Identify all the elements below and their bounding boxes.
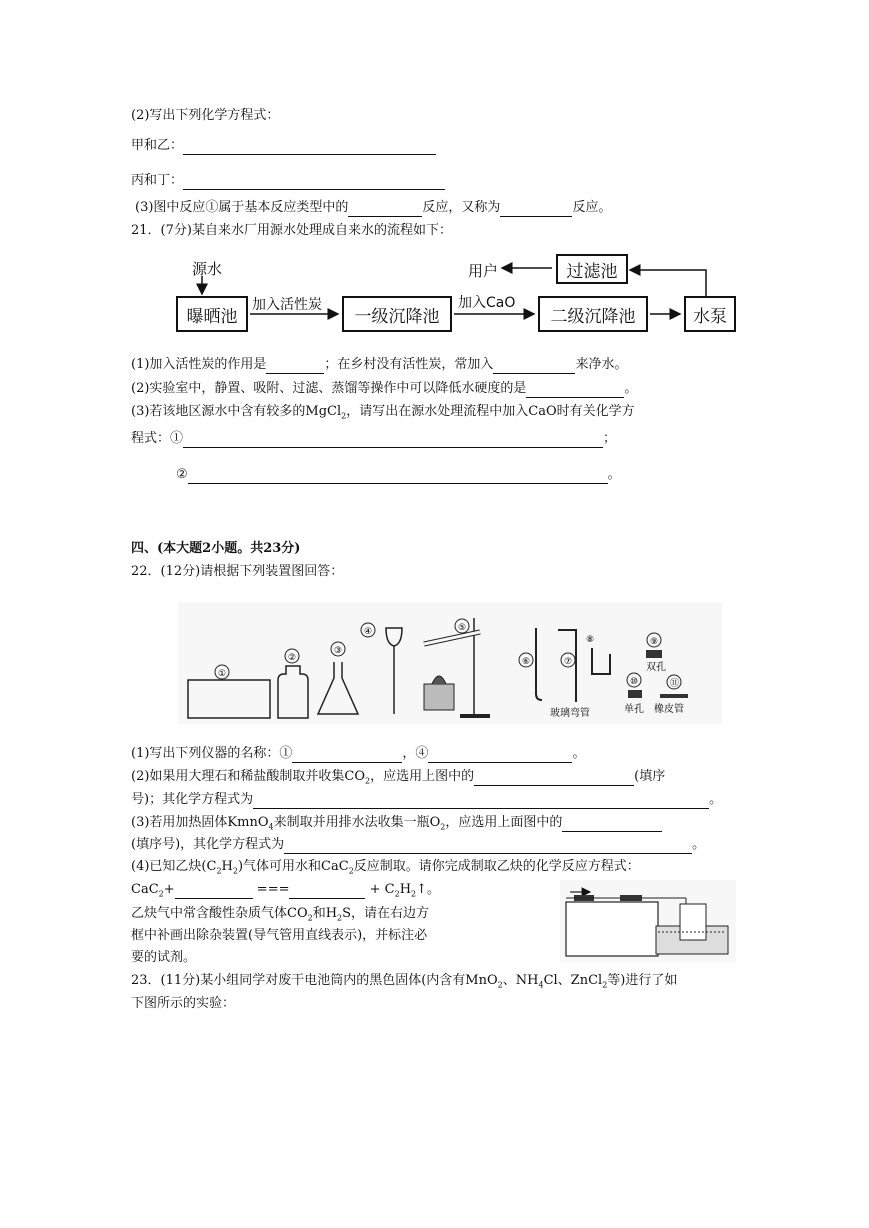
answer-blank[interactable] — [266, 359, 324, 374]
answer-blank[interactable] — [183, 175, 445, 190]
double-hole-label: 双孔 — [646, 662, 666, 673]
q21-p3: (3)若该地区源水中含有较多的MgCl$_2$，请写出在源水处理流程中加入CaO时有关化学方 — [131, 404, 635, 421]
sun-pool-box: 曝晒池 — [176, 296, 248, 332]
answer-blank[interactable] — [188, 469, 608, 484]
answer-blank[interactable] — [253, 794, 709, 809]
q22-p2: (2)如果用大理石和稀盐酸制取并收集$CO_2$，应选用上图中的 (填序 — [131, 769, 666, 786]
add-carbon-label: 加入活性炭 — [252, 297, 322, 313]
svg-text:②: ② — [288, 653, 297, 663]
q20-bing-ding: 丙和丁： — [131, 172, 445, 190]
answer-blank[interactable] — [526, 383, 624, 398]
rubber-tube-label: 橡皮管 — [654, 704, 684, 715]
answer-blank[interactable] — [284, 839, 692, 854]
q22-p2-eq: 号)；其化学方程式为 。 — [131, 792, 723, 807]
answer-blank[interactable] — [562, 817, 662, 832]
answer-blank[interactable] — [183, 140, 436, 155]
q21-p3-eq2: ② 。 — [176, 467, 621, 482]
svg-text:⑩: ⑩ — [630, 677, 639, 687]
svg-text:⑦: ⑦ — [564, 657, 573, 667]
filter-pool-box: 过滤池 — [556, 254, 628, 284]
purification-figure — [560, 880, 736, 962]
apparatus-drawing — [178, 602, 722, 724]
q20-part2: (2)写出下列化学方程式： — [131, 108, 280, 123]
q21-p3-eq1: 程式：① ； — [131, 431, 617, 446]
svg-text:④: ④ — [364, 627, 373, 637]
purification-drawing — [560, 880, 736, 962]
q23-line2: 下图所示的实验： — [131, 996, 236, 1011]
q20-jia-yi: 甲和乙： — [131, 137, 436, 155]
source-water-label: 源水 — [192, 260, 223, 278]
svg-text:①: ① — [218, 669, 227, 679]
apparatus-figure — [178, 602, 722, 724]
svg-text:③: ③ — [334, 646, 343, 656]
user-label: 用户 — [468, 262, 499, 280]
svg-text:⑪: ⑪ — [670, 679, 680, 689]
q22-p3: (3)若用加热固体KmnO$_4$来制取并用排水法收集一瓶$O_2$，应选用上面图中的 — [131, 814, 662, 832]
water-pump-box: 水泵 — [684, 296, 736, 332]
answer-blank[interactable] — [500, 202, 572, 217]
q22-p3-eq: (填序号)，其化学方程式为 。 — [131, 837, 706, 852]
svg-text:⑤: ⑤ — [458, 623, 467, 633]
answer-blank[interactable] — [183, 433, 603, 448]
answer-blank[interactable] — [292, 748, 402, 763]
q20-part3: (3)图中反应①属于基本反应类型中的 反应，又称为 反应。 — [135, 200, 612, 215]
svg-text:⑨: ⑨ — [650, 637, 659, 647]
drawing-box[interactable] — [566, 902, 658, 956]
answer-blank[interactable] — [493, 359, 575, 374]
q21-title: 21．(7分)某自来水厂用源水处理成自来水的流程如下： — [131, 223, 452, 238]
glass-tube-label: 玻璃弯管 — [550, 708, 590, 719]
svg-text:⑧: ⑧ — [586, 635, 595, 645]
answer-blank[interactable] — [428, 748, 572, 763]
q22-impurity-3: 要的试剂。 — [131, 950, 197, 965]
q22-title: 22．(12分)请根据下列装置图回答： — [131, 564, 344, 579]
section-heading: 四、(本大题2小题。共23分) — [131, 541, 301, 556]
answer-blank[interactable] — [289, 884, 365, 899]
q22-p4: (4)已知乙炔$(C_2H_2)$气体可用水和CaC$_2$反应制取。请你完成制取乙炔的化学反应方程式： — [131, 859, 640, 876]
q22-acetylene-equation: CaC$_2$+ === + $C_2H_2↑$。 — [131, 882, 441, 899]
single-hole-label: 单孔 — [624, 704, 644, 715]
secondary-settling-box: 二级沉降池 — [538, 296, 648, 332]
add-cao-label: 加入CaO — [458, 295, 516, 311]
answer-blank[interactable] — [175, 884, 253, 899]
q22-impurity-1: 乙炔气中常含酸性杂质气体$CO_2$和$H_2S$，请在右边方 — [131, 906, 430, 923]
svg-text:⑥: ⑥ — [522, 657, 531, 667]
q21-p1: (1)加入活性炭的作用是 ；在乡村没有活性炭，常加入 来净水。 — [131, 357, 628, 372]
answer-blank[interactable] — [348, 202, 422, 217]
answer-blank[interactable] — [474, 771, 634, 786]
q23-line1: 23．(11分)某小组同学对废干电池筒内的黑色固体(内含有MnO$_2$、$NH_4Cl$、ZnCl$_2$等)进行了如 — [131, 973, 678, 990]
water-flow-diagram — [160, 248, 745, 340]
q21-p2: (2)实验室中，静置、吸附、过滤、蒸馏等操作中可以降低水硬度的是 。 — [131, 381, 638, 396]
q22-p1: (1)写出下列仪器的名称：① ，④ 。 — [131, 746, 586, 761]
q22-impurity-2: 框中补画出除杂装置(导气管用直线表示)，并标注必 — [131, 928, 428, 943]
primary-settling-box: 一级沉降池 — [342, 296, 452, 332]
